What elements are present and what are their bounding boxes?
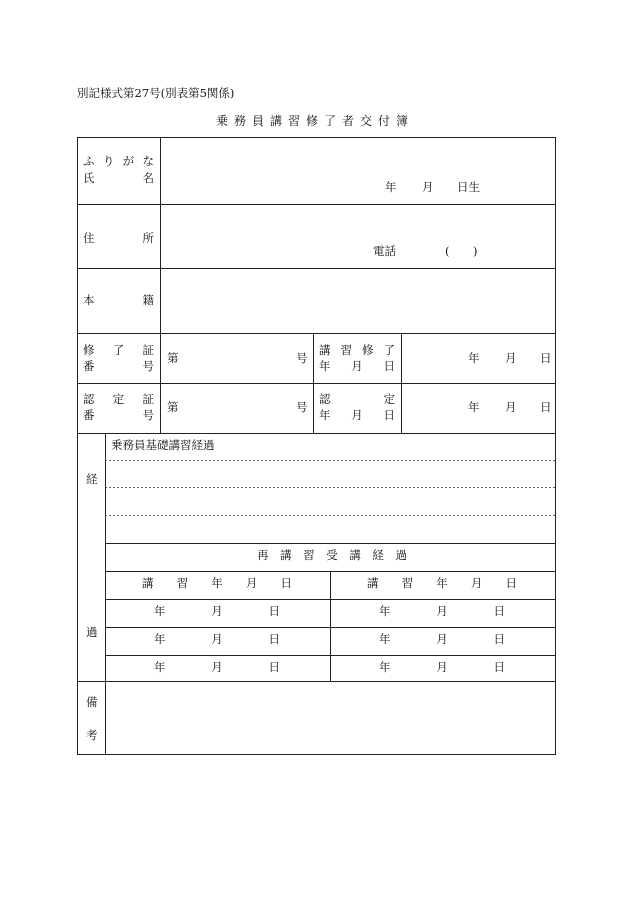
basic-course-title: 乗務員基礎講習経過: [111, 438, 215, 452]
phone-paren-close: ): [473, 244, 478, 258]
certification-month: 月: [505, 400, 517, 414]
re-course-title: 再 講 習 受 講 経 過: [257, 548, 407, 562]
register-form: [77, 137, 556, 755]
col-head-left: 講 習 年 月 日: [142, 576, 292, 590]
phone-label: 電話: [373, 244, 396, 258]
completion-date-label: 講 習 修 了: [319, 343, 395, 357]
completion-day: 日: [540, 351, 552, 365]
completion-no-suffix: 号: [296, 351, 308, 365]
history-label-bottom: 過: [86, 625, 98, 639]
re-date-row: 年 月 日: [154, 632, 280, 646]
certification-label: 認 定 証: [83, 392, 154, 406]
furigana-label: ふ り が な: [83, 154, 154, 168]
birth-day: 日生: [457, 180, 480, 194]
remarks-label-bottom: 考: [86, 728, 98, 742]
name-label: 氏 名: [83, 171, 154, 185]
re-date-row: 年 月 日: [379, 660, 505, 674]
completion-cert-label: 修 了 証: [83, 343, 154, 357]
remarks-label-top: 備: [86, 695, 98, 709]
certification-year: 年: [468, 400, 480, 414]
address-label: 住 所: [83, 231, 154, 245]
re-date-row: 年 月 日: [379, 604, 505, 618]
form-caption: 別記様式第27号(別表第5関係): [77, 86, 235, 100]
completion-no-prefix: 第: [167, 351, 179, 365]
certification-date-label: 認 定: [319, 392, 395, 406]
phone-paren-open: (: [445, 244, 450, 258]
domicile-label: 本 籍: [83, 293, 154, 307]
history-label-top: 経: [86, 472, 98, 486]
completion-date-label-2: 年 月 日: [319, 359, 395, 373]
birth-year: 年: [385, 180, 397, 194]
completion-year: 年: [468, 351, 480, 365]
certification-no-prefix: 第: [167, 400, 179, 414]
re-date-row: 年 月 日: [154, 660, 280, 674]
certification-no-suffix: 号: [296, 400, 308, 414]
certification-date-label-2: 年 月 日: [319, 408, 395, 422]
form-title: 乗務員講習修了者交付簿: [215, 114, 414, 128]
certification-number-label: 番 号: [83, 408, 154, 422]
col-head-right: 講 習 年 月 日: [367, 576, 517, 590]
completion-month: 月: [505, 351, 517, 365]
re-date-row: 年 月 日: [154, 604, 280, 618]
completion-cert-number-label: 番 号: [83, 359, 154, 373]
re-date-row: 年 月 日: [379, 632, 505, 646]
birth-month: 月: [422, 180, 434, 194]
certification-day: 日: [540, 400, 552, 414]
